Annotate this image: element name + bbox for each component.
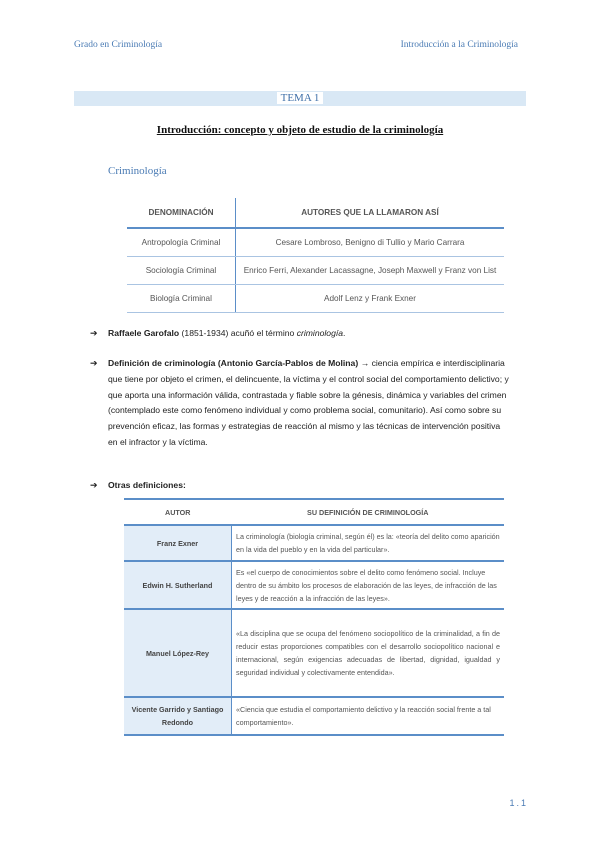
bullet-definition	[90, 356, 510, 451]
tema-band	[74, 91, 526, 106]
table-row	[127, 228, 504, 257]
header-left: Grado en Criminología	[74, 40, 163, 50]
bullet-normal: (1851-1934) acuñó el término	[179, 328, 297, 338]
denominations-table	[127, 198, 504, 313]
table-row	[124, 697, 504, 735]
column-header: SU DEFINICIÓN DE CRIMINOLOGÍA	[232, 499, 505, 525]
author-cell: Vicente Garrido y Santiago Redondo	[124, 697, 232, 735]
definition-cell: Es «el cuerpo de conocimientos sobre el delito como fenómeno social. Incluye dentro de su ámbito los procesos de elaboración de las leyes, de infracción de las leyes y de reacción a la infracción de las leyes».	[232, 561, 505, 609]
column-header: AUTORES QUE LA LLAMARON ASÍ	[236, 198, 505, 228]
bullet-text	[108, 326, 510, 342]
definition-cell: La criminología (biología criminal, según él) es la: «teoría del delito como aparición en la vida del pueblo y en la vida del particular».	[232, 525, 505, 561]
author-cell: Edwin H. Sutherland	[124, 561, 232, 609]
bullet-bold-author: (Antonio García-Pablos de Molina)	[215, 358, 359, 368]
bullet-text	[108, 356, 510, 451]
definitions-table	[124, 498, 504, 736]
table-row	[124, 609, 504, 697]
section-title: Criminología	[108, 165, 167, 177]
bullet-bold: Definición de criminología	[108, 358, 216, 368]
table-row	[127, 257, 504, 285]
bullet-bold: Otras definiciones:	[108, 480, 186, 490]
bullet-text	[108, 478, 510, 494]
bullet-end: .	[343, 328, 346, 338]
author-cell: Manuel López-Rey	[124, 609, 232, 697]
table-cell: Adolf Lenz y Frank Exner	[236, 285, 505, 313]
header-right: Introducción a la Criminología	[400, 40, 518, 50]
bullet-italic: criminología	[296, 328, 344, 338]
table-row	[127, 285, 504, 313]
bullet-normal: → ciencia empírica e interdisciplinaria que tiene por objeto el crimen, el delincuente, la víctima y el control social del comportamiento delictivo; y que aporta una información válida, contrastada y fiable sobre la génesis, dinámica y variables del crimen (contemplado este como fenómeno individual y como problema social, comunitario). Así como sobre su prevención eficaz, las formas y estrategias de reacción al mismo y las técnicas de intervención positiva en el infractor y la víctima.	[108, 358, 509, 447]
page-number: 1.1	[509, 798, 528, 808]
right-arrow-icon: ➔	[90, 328, 98, 338]
bullet-other-definitions	[90, 478, 510, 494]
table-cell: Cesare Lombroso, Benigno di Tullio y Mario Carrara	[236, 228, 505, 257]
table-header-row	[124, 499, 504, 525]
table-cell: Sociología Criminal	[127, 257, 236, 285]
tema-title: TEMA 1	[277, 92, 324, 104]
bullet-bold: Raffaele Garofalo	[108, 328, 180, 338]
right-arrow-icon: ➔	[90, 480, 98, 490]
right-arrow-icon: ➔	[90, 358, 98, 368]
author-cell: Franz Exner	[124, 525, 232, 561]
table-header-row	[127, 198, 504, 228]
table-row	[124, 525, 504, 561]
column-header: AUTOR	[124, 499, 232, 525]
page-subtitle: Introducción: concepto y objeto de estudio de la criminología	[156, 124, 444, 136]
table-cell: Antropología Criminal	[127, 228, 236, 257]
bullet-garofalo	[90, 326, 510, 342]
table-cell: Biología Criminal	[127, 285, 236, 313]
table-row	[124, 561, 504, 609]
definition-cell: «Ciencia que estudia el comportamiento delictivo y la reacción social frente a tal comportamiento».	[232, 697, 505, 735]
definition-cell: «La disciplina que se ocupa del fenómeno sociopolítico de la criminalidad, a fin de reducir estas proporciones compatibles con el desarrollo sociopolítico nacional e internacional, según exigencias adecuadas de libertad, dignidad, igualdad y seguridad individual y colectivamente entendida».	[232, 609, 505, 697]
table-cell: Enrico Ferri, Alexander Lacassagne, Joseph Maxwell y Franz von List	[236, 257, 505, 285]
column-header: DENOMINACIÓN	[127, 198, 236, 228]
